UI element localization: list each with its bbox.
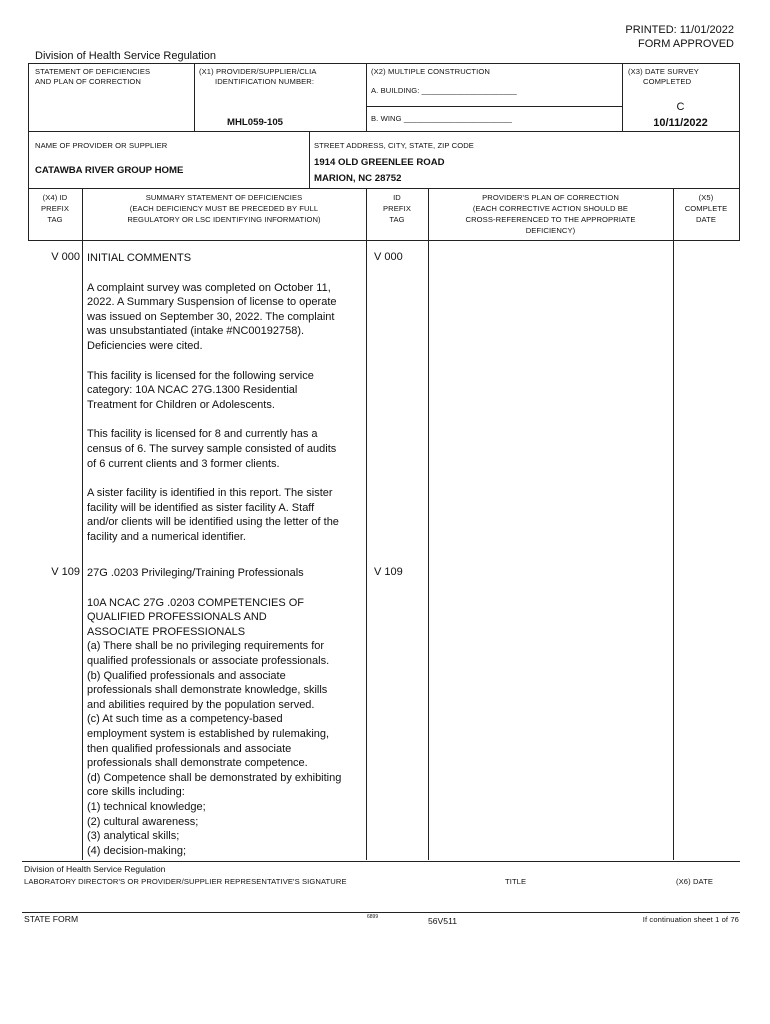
entry-paragraph: (b) Qualified professionals and associate professionals shall demonstrate knowledge, skills and abilities required by the population served.	[87, 669, 328, 711]
plan-header-2: (EACH CORRECTIVE ACTION SHOULD BE	[472, 204, 629, 213]
plan-header-3: CROSS-REFERENCED TO THE APPROPRIATE	[465, 215, 636, 224]
signature-label: LABORATORY DIRECTOR'S OR PROVIDER/SUPPLIER REPRESENTATIVE'S SIGNATURE	[24, 877, 347, 886]
printed-date: PRINTED: 11/01/2022	[625, 24, 734, 36]
entry-paragraph: (1) technical knowledge;	[87, 800, 206, 813]
survey-code: C	[676, 101, 685, 113]
entry-body	[87, 251, 342, 560]
x1-label-1: (X1) PROVIDER/SUPPLIER/CLIA	[199, 67, 317, 76]
x3-label-2: COMPLETED	[643, 77, 692, 86]
provider-name: CATAWBA RIVER GROUP HOME	[35, 165, 184, 176]
x5-header-1: (X5)	[698, 193, 714, 202]
x2-building: A. BUILDING: ______________________	[371, 86, 517, 95]
provider-id: MHL059-105	[227, 117, 283, 128]
address-line-2: MARION, NC 28752	[314, 173, 402, 184]
x2-label: (X2) MULTIPLE CONSTRUCTION	[371, 67, 490, 76]
entry-paragraph: This facility is licensed for 8 and currently has a census of 6. The survey sample consisted of audits of 6 current clients and 3 former clients.	[87, 428, 337, 470]
statement-label-2: AND PLAN OF CORRECTION	[35, 77, 141, 86]
x4-header-1: (X4) ID	[42, 193, 68, 202]
event-code: 56V511	[428, 916, 457, 926]
entry-paragraph: (d) Competence shall be demonstrated by exhibiting core skills including:	[87, 771, 342, 799]
survey-date: 10/11/2022	[653, 117, 708, 129]
id-header-2: PREFIX	[382, 204, 412, 213]
entry-id-tag: V 000	[374, 251, 403, 263]
entry-body	[87, 566, 342, 858]
entry-paragraph: This facility is licensed for the following service category: 10A NCAC 27G.1300 Residential Treatment for Children or Adolescents.	[87, 369, 314, 411]
provider-name-label: NAME OF PROVIDER OR SUPPLIER	[35, 141, 168, 150]
division-title: Division of Health Service Regulation	[35, 50, 216, 62]
date-label: (X6) DATE	[676, 877, 714, 886]
summary-header-2: (EACH DEFICIENCY MUST BE PRECEDED BY FULL	[129, 204, 319, 213]
entry-paragraph: (3) analytical skills;	[87, 830, 180, 843]
x1-label-2: IDENTIFICATION NUMBER:	[215, 77, 315, 86]
entry-title: INITIAL COMMENTS	[87, 252, 192, 264]
plan-header-1: PROVIDER'S PLAN OF CORRECTION	[482, 193, 619, 202]
x5-header-3: DATE	[695, 215, 717, 224]
x4-header-3: TAG	[47, 215, 63, 224]
entry-paragraph: (2) cultural awareness;	[87, 815, 199, 828]
entry-paragraph: (c) At such time as a competency-based employment system is established by rulemaking, then qualified professionals and associate professionals shall demonstrate competence.	[87, 713, 330, 770]
summary-header-1: SUMMARY STATEMENT OF DEFICIENCIES	[145, 193, 303, 202]
entry-paragraph: (a) There shall be no privileging requirements for qualified professionals or associate professionals.	[87, 640, 330, 667]
entry-paragraph: (4) decision-making;	[87, 844, 187, 857]
x5-header-2: COMPLETE	[684, 204, 728, 213]
x2-wing: B. WING _________________________	[371, 114, 512, 123]
form-approved: FORM APPROVED	[638, 38, 734, 50]
entry-title: 27G .0203 Privileging/Training Professionals	[87, 567, 304, 579]
footer-division: Division of Health Service Regulation	[24, 864, 166, 874]
entry-paragraph: A sister facility is identified in this report. The sister facility will be identified as sister facility A. Staff and/or clients will be identified using the letter of the facility and a numerical identifier.	[87, 487, 339, 543]
statement-label-1: STATEMENT OF DEFICIENCIES	[35, 67, 151, 76]
id-header-1: ID	[393, 193, 401, 202]
address-line-1: 1914 OLD GREENLEE ROAD	[314, 157, 445, 168]
entry-id-tag: V 109	[374, 566, 403, 578]
entry-paragraph: A complaint survey was completed on October 11, 2022. A Summary Suspension of license to operate was issued on September 30, 2022. The complaint was unsubstantiated (intake #NC00192758). Deficiencies were cited.	[87, 281, 337, 352]
continuation-label: If continuation sheet 1 of 76	[642, 915, 739, 924]
address-label: STREET ADDRESS, CITY, STATE, ZIP CODE	[314, 141, 474, 150]
form-number: 6899	[367, 914, 379, 920]
entry-tag: V 000	[51, 251, 80, 263]
entry-tag: V 109	[51, 566, 80, 578]
x3-label-1: (X3) DATE SURVEY	[628, 67, 699, 76]
id-header-3: TAG	[389, 215, 405, 224]
summary-header-3: REGULATORY OR LSC IDENTIFYING INFORMATION)	[127, 215, 321, 224]
state-form-label: STATE FORM	[24, 914, 79, 924]
title-label: TITLE	[505, 877, 527, 886]
entry-paragraph: 10A NCAC 27G .0203 COMPETENCIES OF QUALIFIED PROFESSIONALS AND ASSOCIATE PROFESSIONALS	[87, 596, 305, 638]
x4-header-2: PREFIX	[40, 204, 70, 213]
plan-header-4: DEFICIENCY)	[525, 226, 576, 235]
